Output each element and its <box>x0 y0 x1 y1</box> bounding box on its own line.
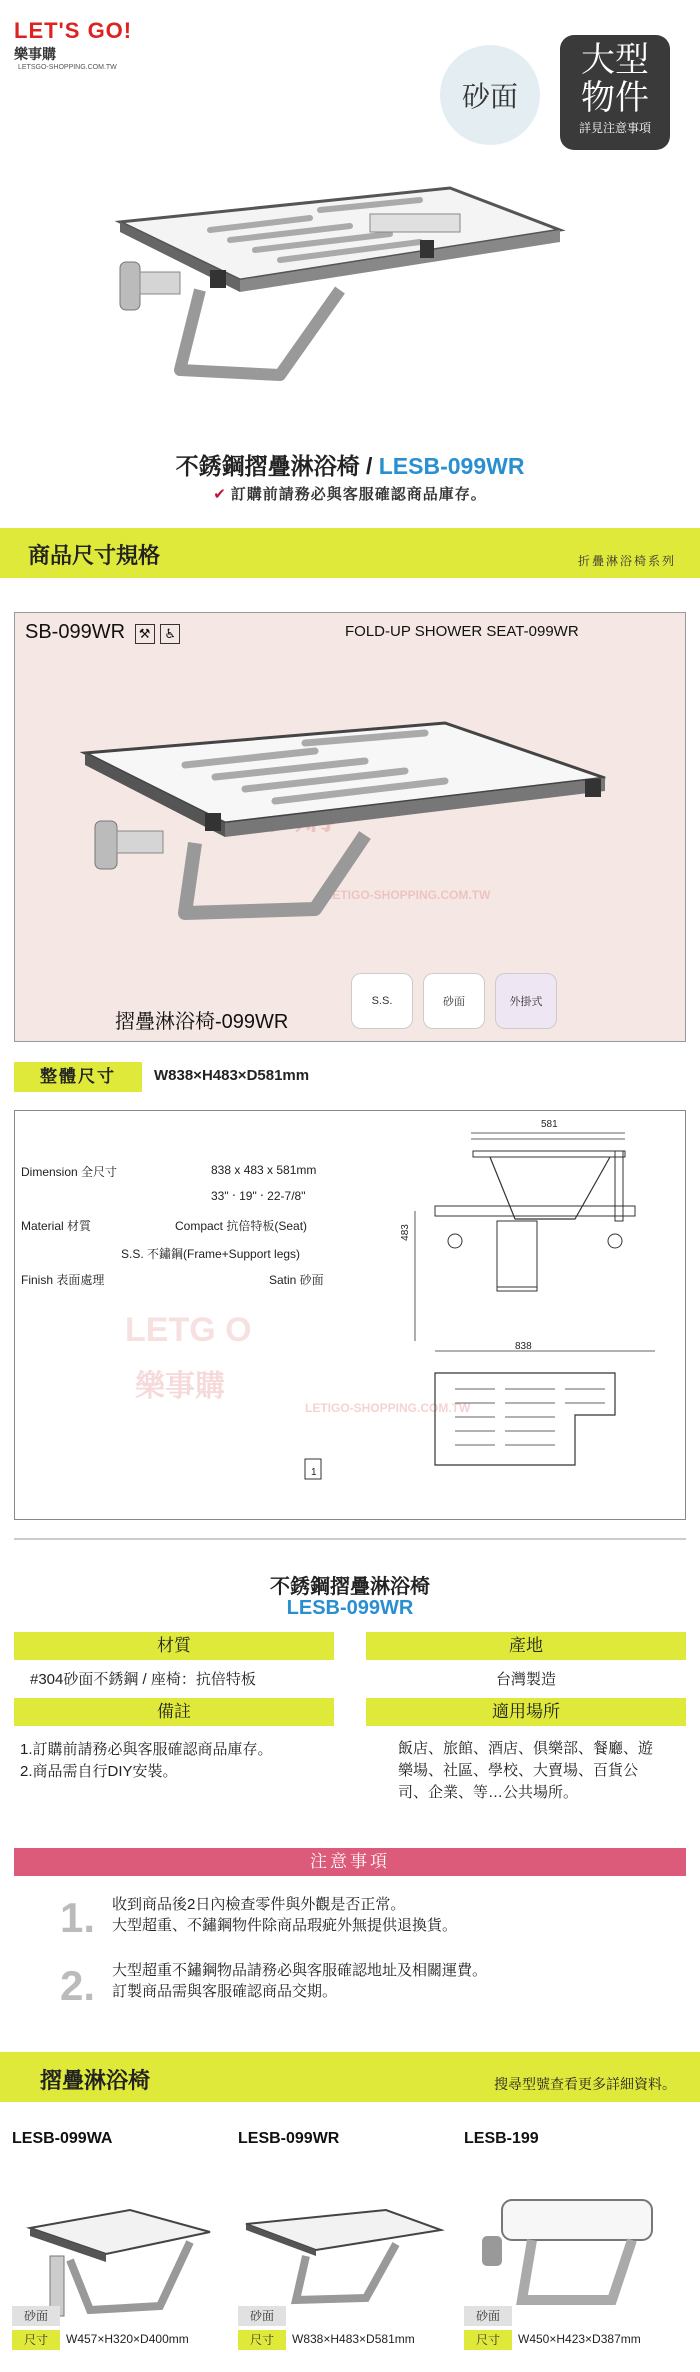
material-value: #304砂面不銹鋼 / 座椅：抗倍特板 <box>30 1671 256 1688</box>
related-section-title: 摺疊淋浴椅 <box>40 2068 151 2093</box>
check-icon: ✔ <box>213 486 227 503</box>
dim-sheet-number: 1 <box>311 1467 317 1478</box>
usage-place-value: 飯店、旅館、酒店、俱樂部、餐廳、遊樂場、社區、學校、大賣場、百貨公司、企業、等…公共場所。 <box>398 1740 654 1801</box>
technical-drawing <box>14 1110 686 1520</box>
related-finish-2: 砂面 <box>238 2306 286 2326</box>
caution-item-1-line-1: 收到商品後2日內檢查零件與外觀是否正常。 <box>112 1896 406 1913</box>
drawing-watermark-url: LETIGO-SHOPPING.COM.TW <box>305 1401 471 1415</box>
remark-header: 備註 <box>14 1698 334 1726</box>
related-finish-1: 砂面 <box>12 2306 60 2326</box>
section-divider <box>14 1538 686 1540</box>
related-model-3[interactable]: LESB-199 <box>464 2130 539 2147</box>
overall-dimension-value: W838×H483×D581mm <box>154 1067 310 1084</box>
related-size-1: W457×H320×D400mm <box>66 2332 189 2346</box>
caution-number-2: 2. <box>60 1962 96 2009</box>
large-item-badge <box>560 35 670 150</box>
spec-section-header <box>0 528 700 578</box>
product-hero-image <box>90 170 610 400</box>
stock-notice-text: 訂購前請務必與客服確認商品庫存。 <box>230 486 487 503</box>
drawing-watermark-letgo: LETG O <box>125 1311 252 1349</box>
remark-line-1: 1.訂購前請務必與客服確認商品庫存。 <box>20 1741 273 1758</box>
logo-wordmark: LET'S GO! <box>14 18 133 43</box>
caution-item-1 <box>112 1894 457 1936</box>
related-section-hint: 搜尋型號查看更多詳細資料。 <box>494 2076 676 2092</box>
chip-wall-mounted: 外掛式 <box>495 973 557 1029</box>
spec-product-image <box>65 703 625 953</box>
brand-logo[interactable] <box>14 18 184 88</box>
caution-item-1-line-2: 大型超重、不鏽鋼物件除商品瑕疵外無提供退換貨。 <box>112 1917 458 1934</box>
drawing-finish-value: Satin 砂面 <box>269 1273 324 1287</box>
spec-section-title: 商品尺寸規格 <box>28 543 161 568</box>
spec-section-series: 折疊淋浴椅系列 <box>577 554 676 568</box>
drawing-material-seat: Compact 抗倍特板(Seat) <box>175 1219 308 1233</box>
tool-icon: ⚒ <box>135 624 155 644</box>
related-size-3: W450×H423×D387mm <box>518 2332 641 2346</box>
related-section-header <box>0 2052 700 2102</box>
logo-url: LETSGO-SHOPPING.COM.TW <box>18 64 117 71</box>
origin-header: 產地 <box>366 1632 686 1660</box>
product-model: LESB-099WR <box>378 453 525 479</box>
dim-width: 838 <box>515 1341 532 1352</box>
drawing-finish-label: Finish 表面處理 <box>21 1273 105 1287</box>
usage-place-header: 適用場所 <box>366 1698 686 1726</box>
caution-item-2-line-2: 訂製商品需與客服確認商品交期。 <box>112 1983 338 2000</box>
product-title-text: 不銹鋼摺疊淋浴椅 / <box>175 453 379 479</box>
caution-number-1: 1. <box>60 1894 96 1941</box>
spec-model-code <box>25 621 180 644</box>
badge-line-1: 大型 <box>581 41 649 79</box>
spec-model-code-text: SB-099WR <box>25 621 126 643</box>
finish-badge: 砂面 <box>440 45 540 145</box>
related-size-2: W838×H483×D581mm <box>292 2332 415 2346</box>
material-header: 材質 <box>14 1632 334 1660</box>
drawing-material-frame: S.S. 不鏽鋼(Frame+Support legs) <box>121 1247 301 1261</box>
watermark-url: LETIGO-SHOPPING.COM.TW <box>325 888 491 902</box>
badge-line-2: 物件 <box>581 79 649 117</box>
chip-satin: 砂面 <box>423 973 485 1029</box>
drawing-material-label: Material 材質 <box>21 1219 92 1233</box>
related-finish-3: 砂面 <box>464 2306 512 2326</box>
spec-caption-en: FOLD-UP SHOWER SEAT-099WR <box>345 623 579 640</box>
spec-caption-cn: 摺疊淋浴椅-099WR <box>115 1011 289 1033</box>
remark-line-2: 2.商品需自行DIY安裝。 <box>20 1763 178 1780</box>
overall-dimension-label: 整體尺寸 <box>14 1062 142 1092</box>
dim-depth: 581 <box>541 1119 558 1130</box>
stock-notice <box>0 483 700 504</box>
caution-item-2 <box>112 1960 487 2002</box>
related-size-label-2: 尺寸 <box>238 2330 286 2350</box>
drawing-lines <box>15 1111 687 1521</box>
caution-header: 注意事項 <box>14 1848 686 1876</box>
dim-height: 483 <box>399 1224 411 1241</box>
related-size-label-1: 尺寸 <box>12 2330 60 2350</box>
related-model-2[interactable]: LESB-099WR <box>238 2130 340 2147</box>
chip-ss: S.S. <box>351 973 413 1029</box>
spec-image-card <box>14 612 686 1042</box>
drawing-dimension-label: Dimension 全尺寸 <box>21 1165 118 1179</box>
related-size-label-3: 尺寸 <box>464 2330 512 2350</box>
wheelchair-icon: ♿ <box>160 624 180 644</box>
origin-value: 台灣製造 <box>495 1671 556 1688</box>
related-model-1[interactable]: LESB-099WA <box>12 2130 113 2147</box>
drawing-dimension-mm: 838 x 483 x 581mm <box>211 1163 317 1177</box>
info-product-name: 不銹鋼摺疊淋浴椅 <box>270 1576 430 1598</box>
drawing-watermark-cn: 樂事購 <box>135 1370 225 1403</box>
info-product-model: LESB-099WR <box>286 1597 414 1619</box>
logo-chinese-name: 樂事購 <box>14 46 56 62</box>
drawing-dimension-in: 33" ‧ 19" ‧ 22-7/8" <box>211 1189 306 1203</box>
badge-note: 詳見注意事項 <box>578 121 651 135</box>
product-title <box>0 448 700 481</box>
caution-item-2-line-1: 大型超重不鏽鋼物品請務必與客服確認地址及相關運費。 <box>112 1962 488 1979</box>
